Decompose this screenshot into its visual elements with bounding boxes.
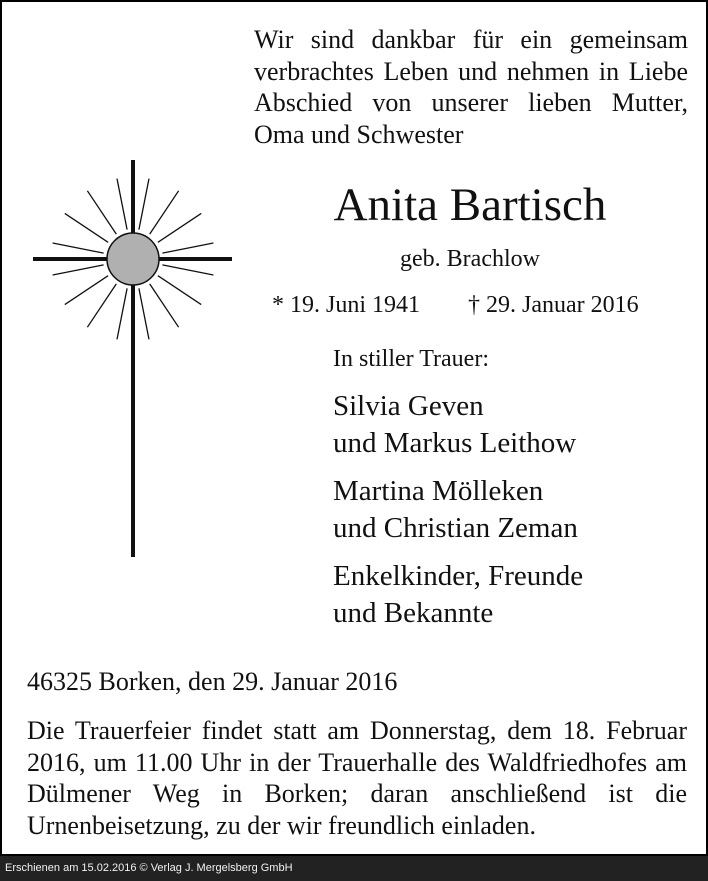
funeral-service-info: Die Trauerfeier findet statt am Donnerstag, dem 18. Februar 2016, um 11.00 Uhr in der Trauerhalle des Waldfriedhofes am Dülmener Weg in Borken; daran anschließend ist die Urnenbeisetzung, zu der wir freundlich einladen. [27,716,687,840]
sun-ray [139,179,149,230]
deceased-name: Anita Bartisch [333,179,607,231]
place-and-date: 46325 Borken, den 29. Januar 2016 [27,667,398,696]
sun-ray [87,191,116,234]
sun-ray [53,243,104,253]
sun-ray [53,265,104,275]
mourner-line: Martina Mölleken [333,475,544,507]
mourner-line: und Christian Zeman [333,512,578,544]
birth-date: * 19. Juni 1941 [272,292,421,318]
sun-ray [162,243,213,253]
publication-footer: Erschienen am 15.02.2016 © Verlag J. Mergelsberg GmbH [0,856,708,881]
mourner-line: Enkelkinder, Freunde [333,560,584,592]
mourner-line: und Markus Leithow [333,427,577,459]
sun-ray [139,288,149,339]
mourner-line: und Bekannte [333,597,494,629]
sun-disc [107,233,159,285]
mourner-group [333,388,693,462]
mourner-group [333,473,693,547]
sun-ray [150,191,179,234]
death-date: † 29. Januar 2016 [468,292,639,318]
cross-with-sun-icon [30,157,240,562]
sun-ray [65,276,108,305]
sun-ray [162,265,213,275]
maiden-name: geb. Brachlow [400,246,540,272]
sun-ray [117,288,127,339]
sun-ray [158,276,201,305]
mourner-line: Silvia Geven [333,390,484,422]
intro-text: Wir sind dankbar für ein gemeinsam verbrachtes Leben und nehmen in Liebe Abschied von unserer lieben Mutter, Oma und Schwester [254,25,688,149]
sun-ray [87,284,116,327]
sun-ray [150,284,179,327]
mourner-group [333,558,693,632]
mourning-label: In stiller Trauer: [333,346,489,372]
sun-ray [158,213,201,242]
sun-ray [117,179,127,230]
mourners-list [333,388,693,643]
sun-ray [65,213,108,242]
